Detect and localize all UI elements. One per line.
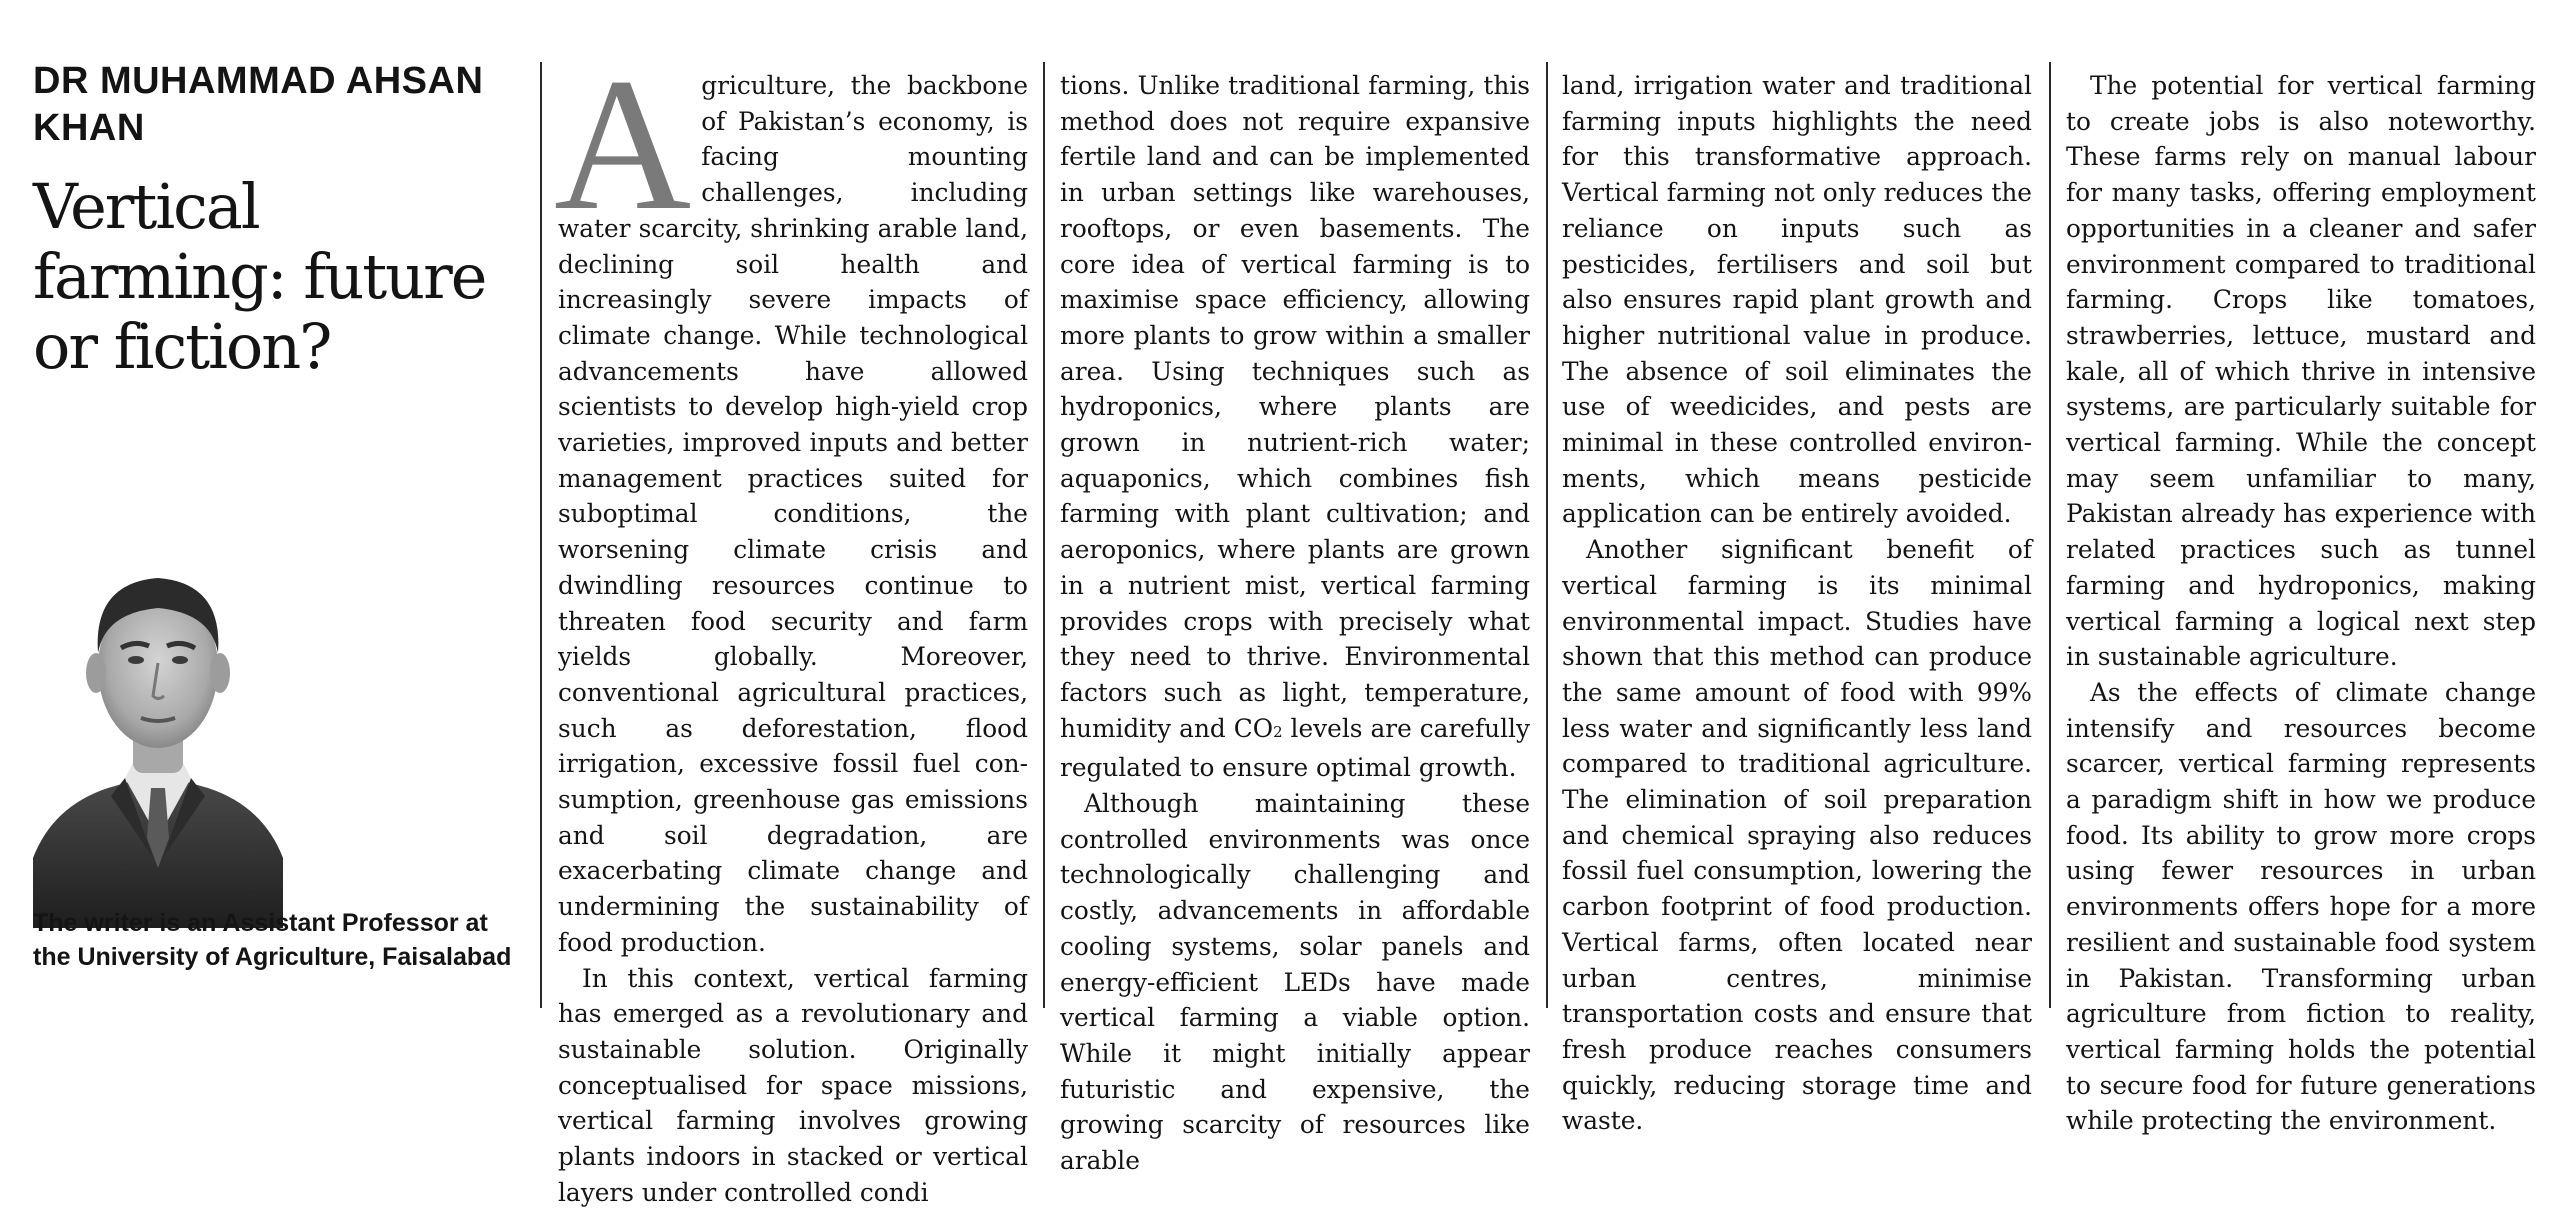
article-column-3 [1562, 68, 2032, 1139]
paragraph: In this context, vertical farming has emerged as a revolutionary and sustainable solution. Originally conceptualised for space missions, vertical farming involves growing plants indoors in stacked or vertical layers under controlled condi [558, 963, 1028, 1207]
paragraph: The potential for vertical farming to create jobs is also noteworthy. These farms rely on manual labour for many tasks, offering employment opportunities in a cleaner and safer environment compared to traditional farming. Crops like tomatoes, strawberries, lettuce, mustard and kale, all of which thrive in intensive systems, are particularly suitable for vertical farming. While the concept may seem unfamiliar to many, Pakistan already has experience with related practices such as tunnel farming and hydroponics, making vertical farming a logical next step in sustainable agriculture. [2066, 71, 2536, 672]
paragraph-text: levels are carefully regulated to ensure optimal growth. [1060, 713, 1530, 783]
paragraph: land, irrigation water and traditional farming inputs highlights the need for this transformative approach. Vertical farming not only reduces the reliance on inputs such as pesticides, fertilisers and soil but also ensures rapid plant growth and higher nutritional value in produce. The absence of soil eliminates the use of weedicides, and pests are minimal in these controlled environments, which means pesticide application can be entirely avoided. [1562, 71, 2032, 529]
author-portrait [33, 538, 283, 928]
article-column-2 [1060, 68, 1530, 1179]
paragraph: Although maintaining these controlled environments was once technologically challenging and costly, advancements in affordable cooling systems, solar panels and energy-efficient LEDs have made vertical farming a viable option. While it might initially appear futuristic and expensive, the growing scarcity of resources like arable [1060, 789, 1530, 1176]
headline: Vertical farming: future or fiction? [33, 170, 486, 383]
author-name: DR MUHAMMAD AHSAN KHAN [33, 60, 484, 149]
article-column-1 [554, 40, 1028, 1211]
subscript: 2 [1273, 722, 1283, 741]
paragraph [554, 40, 1028, 961]
paragraph-text: tions. Unlike traditional farming, this method does not require expansive fertile land and can be implemented in urban settings like warehouses, rooftops, or even basements. The core idea of vertical farming is to maximise space efficiency, allowing more plants to grow within a smaller area. Using techniques such as hydroponics, where plants are grown in nutrient-rich water; aquaponics, which combines fish farming with plant cultivation; and aeroponics, where plants are grown in a nutrient mist, vertical farming provides crops with precisely what they need to thrive. Environmental factors such as light, temperature, humidity and CO [1060, 71, 1530, 743]
column-divider [2049, 62, 2051, 1008]
column-divider [540, 62, 542, 1008]
author-bio: The writer is an Assistant Professor at the University of Agriculture, Faisalabad [33, 909, 512, 971]
column-divider [1043, 62, 1045, 1008]
drop-cap: A [554, 40, 692, 250]
author-sidebar [33, 58, 523, 1008]
column-divider [1546, 62, 1548, 1008]
article-column-4 [2066, 68, 2536, 1139]
paragraph-text: griculture, the backbone of Pakistan’s economy, is facing mounting challenges, including water scarcity, shrinking arable land, declining soil health and increasingly severe impacts of climate change. While technological advancements have allowed scientists to develop high-yield crop varieties, improved inputs and better management practices suited for suboptimal conditions, the worsening climate crisis and dwindling resources continue to threaten food security and farm yields globally. Moreover, conventional agricultural practices, such as deforestation, flood irrigation, excessive fossil fuel consumption, greenhouse gas emissions and soil degradation, are exacerbating climate change and undermining the sustainability of food production. [558, 71, 1028, 957]
paragraph: As the effects of climate change intensify and resources become scarcer, vertical farming represents a paradigm shift in how we produce food. Its ability to grow more crops using fewer resources in urban environments offers hope for a more resilient and sustainable food system in Pakistan. Transforming urban agriculture from fiction to reality, vertical farming holds the potential to secure food for future generations while protecting the environment. [2066, 677, 2536, 1136]
paragraph: Another significant benefit of vertical farming is its minimal environmental impact. Studies have shown that this method can produce the same amount of food with 99% less water and significantly less land compared to traditional agriculture. The elimination of soil preparation and chemical spraying also reduces fossil fuel consumption, lowering the carbon footprint of food production. Vertical farms, often located near urban centres, minimise transportation costs and ensure that fresh produce reaches consumers quickly, reducing storage time and waste. [1562, 535, 2032, 1136]
paragraph [1060, 68, 1530, 786]
